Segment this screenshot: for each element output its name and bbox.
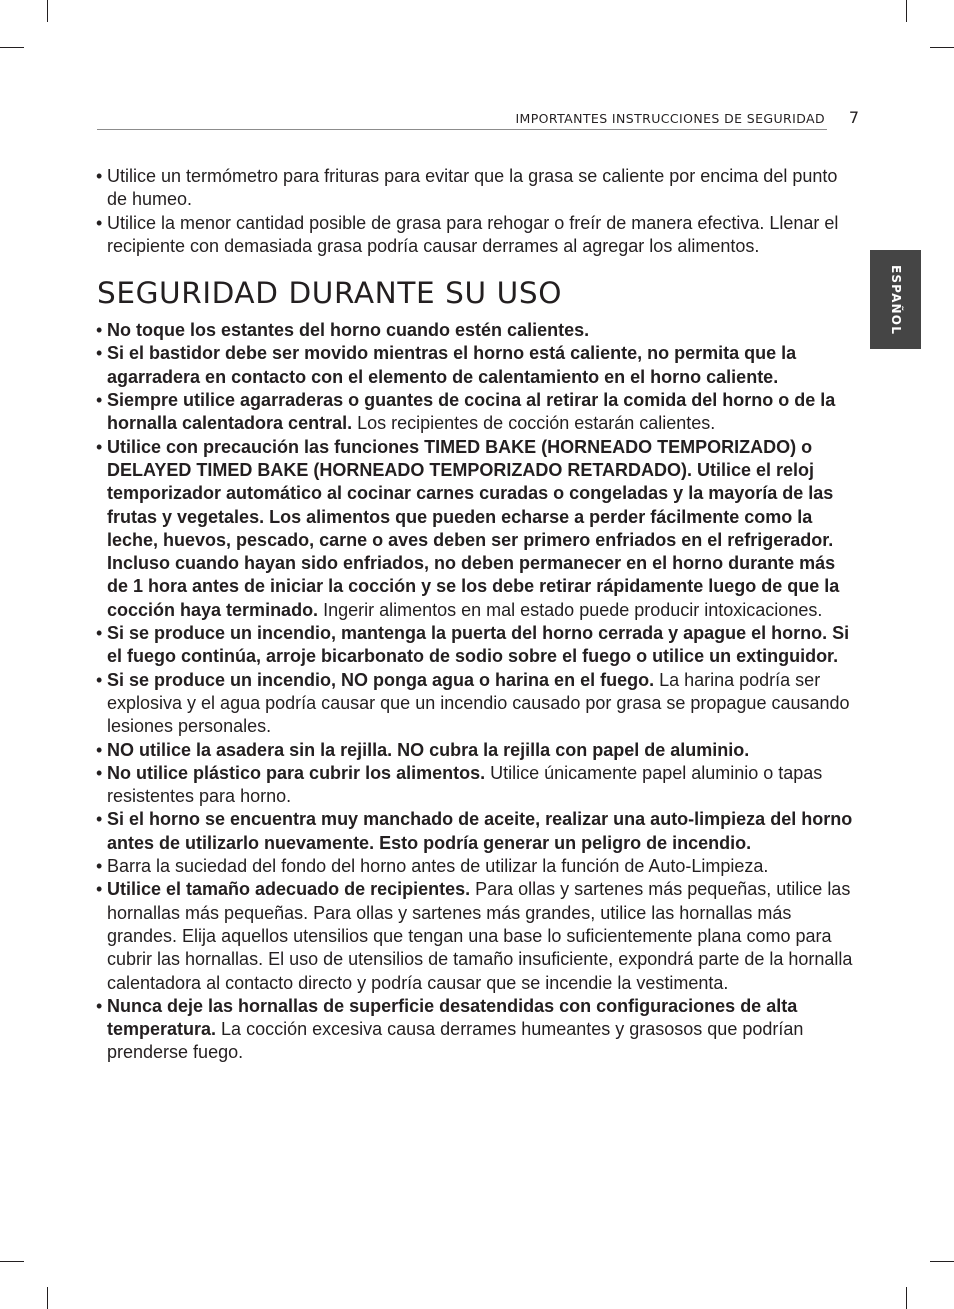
intro-bullet-list [96, 165, 860, 258]
list-item: • Si el bastidor debe ser movido mientras el horno está caliente, no permita que la agarradera en contacto con el elemento de calentamiento en el horno caliente. [96, 342, 860, 389]
list-item: • Si se produce un incendio, mantenga la puerta del horno cerrada y apague el horno. Si el fuego continúa, arroje bicarbonato de sodio sobre el fuego o utilice un extinguidor. [96, 622, 860, 669]
page-content [96, 165, 860, 1065]
list-item: • Utilice con precaución las funciones TIMED BAKE (HORNEADO TEMPORIZADO) o DELAYED TIMED BAKE (HORNEADO TEMPORIZADO RETARDADO). Utilice el reloj temporizador automático al cocinar carnes curadas o congeladas y la mayoría de las frutas y vegetales. Los alimentos que pueden echarse a perder fácilmente como la leche, huevos, pescado, carne o aves deben ser primero enfriados en el refrigerador. Incluso cuando hayan sido enfriados, no deben permanecer en el horno durante más de 1 hora antes de iniciar la cocción y se los debe retirar rápidamente luego de que la cocción haya terminado. Ingerir alimentos en mal estado puede producir intoxicaciones. [96, 436, 860, 622]
crop-mark [930, 1261, 954, 1262]
header-divider [97, 129, 827, 130]
crop-mark [0, 1261, 24, 1262]
list-item: • No utilice plástico para cubrir los alimentos. Utilice únicamente papel aluminio o tapas resistentes para horno. [96, 762, 860, 809]
list-item: • Utilice la menor cantidad posible de grasa para rehogar o freír de manera efectiva. Llenar el recipiente con demasiada grasa podría causar derrames al agregar los alimentos. [96, 212, 860, 259]
crop-mark [930, 47, 954, 48]
safety-bullet-list [96, 319, 860, 1065]
page-header [97, 109, 859, 129]
list-item: • Si el horno se encuentra muy manchado de aceite, realizar una auto-limpieza del horno antes de utilizarlo nuevamente. Esto podría generar un peligro de incendio. [96, 808, 860, 855]
header-title: IMPORTANTES INSTRUCCIONES DE SEGURIDAD [515, 111, 825, 126]
list-item: • NO utilice la asadera sin la rejilla. NO cubra la rejilla con papel de aluminio. [96, 739, 860, 762]
list-item: • Utilice el tamaño adecuado de recipientes. Para ollas y sartenes más pequeñas, utilice las hornallas más pequeñas. Para ollas y sartenes más grandes, utilice las hornallas más grandes. Elija aquellos utensilios que tengan una base lo suficientemente plana como para cubrir las hornallas. El uso de utensilios de tamaño insuficiente, expondrá parte de la hornalla calentadora al contacto directo y podría causar que se incendie la vestimenta. [96, 878, 860, 994]
crop-mark [906, 0, 907, 22]
language-tab-label: ESPAÑOL [888, 264, 903, 335]
crop-mark [47, 1287, 48, 1309]
list-item: • Utilice un termómetro para frituras para evitar que la grasa se caliente por encima del punto de humeo. [96, 165, 860, 212]
crop-mark [906, 1287, 907, 1309]
list-item: • Barra la suciedad del fondo del horno antes de utilizar la función de Auto-Limpieza. [96, 855, 860, 878]
page-number: 7 [848, 108, 859, 127]
list-item: • Siempre utilice agarraderas o guantes de cocina al retirar la comida del horno o de la hornalla calentadora central. Los recipientes de cocción estarán calientes. [96, 389, 860, 436]
section-title: SEGURIDAD DURANTE SU USO [97, 276, 563, 311]
list-item: • Nunca deje las hornallas de superficie desatendidas con configuraciones de alta temperatura. La cocción excesiva causa derrames humeantes y grasosos que podrían prenderse fuego. [96, 995, 860, 1065]
language-tab [870, 250, 921, 349]
list-item: • No toque los estantes del horno cuando estén calientes. [96, 319, 860, 342]
crop-mark [0, 47, 24, 48]
list-item: • Si se produce un incendio, NO ponga agua o harina en el fuego. La harina podría ser explosiva y el agua podría causar que un incendio causado por grasa se propague causando lesiones personales. [96, 669, 860, 739]
crop-mark [47, 0, 48, 22]
